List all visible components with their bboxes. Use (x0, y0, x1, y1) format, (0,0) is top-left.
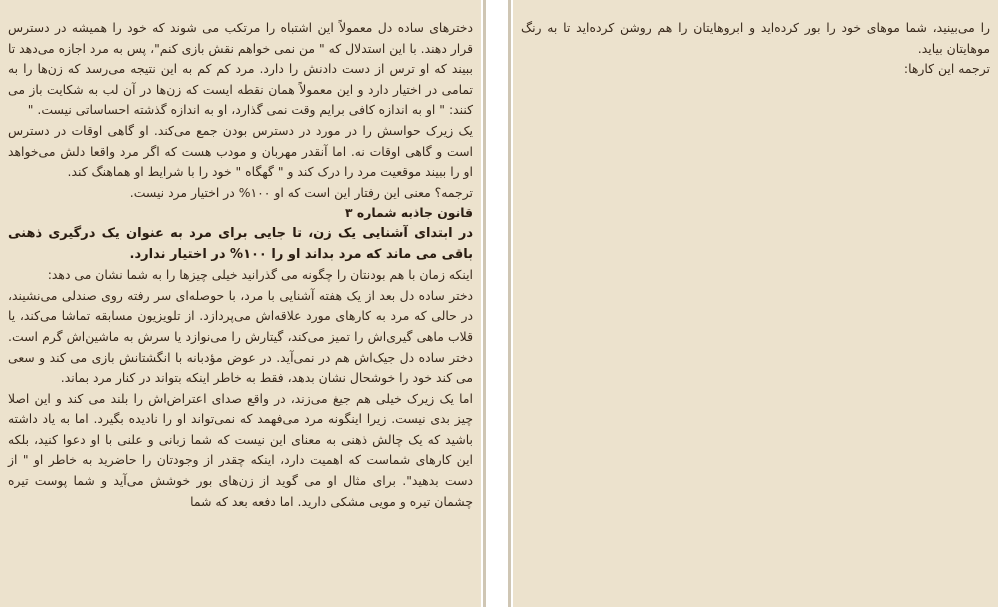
paragraph: ترجمه این کارها: (903, 61, 990, 77)
paragraph: دختر ساده دل بعد از یک هفته آشنایی با مرد، با حوصله‌ای سر رفته روی صندلی می‌نشیند، در حالی که مرد به کارهای مورد علاقه‌اش می‌پردازد. از تلویزیون مسابقه تماشا می‌کند، یا قلاب ماهی گیری‌اش را تمیز می‌کند، گیتارش را می‌نوازد یا سرش به ماشین‌اش گرم است. دختر ساده دل جیک‌اش هم در نمی‌آید. در عوض مؤدبانه با انگشتانش بازی می کند و سعی می کند خود را خوشحال نشان بدهد، فقط به خاطر اینکه بتواند در کنار مرد بماند. (8, 287, 473, 386)
paragraph: یک زیرک حواسش را در مورد در دسترس بودن جمع می‌کند. او گاهی اوقات در دسترس است و گاهی اوقات نه. اما آنقدر مهربان و مودب هست که اگر مرد واقعا دلش می‌خواهد او را ببیند موقعیت مرد را درک کند و " گهگاه " خود را با شرایط او هماهنگ کند. (8, 122, 473, 180)
page-edge-right (508, 0, 511, 607)
paragraph: ترجمه؟ معنی این رفتار این است که او ۱۰۰% در اختیار مرد نیست. (129, 184, 473, 200)
paragraph: اینکه زمان با هم بودنتان را چگونه می گذرانید خیلی چیزها را به شما نشان می دهد: (47, 267, 473, 283)
left-page-text (8, 18, 473, 512)
left-page (0, 0, 481, 607)
section-heading: قانون جاذبه شماره ۳ (345, 205, 473, 221)
paragraph: را می‌بینید، شما موهای خود را بور کرده‌اید و ابروهایتان را هم روشن کرده‌اید تا به رنگ موهایتان بیاید. (521, 20, 990, 56)
rule-statement: در ابتدای آشنایی یک زن، تا جایی برای مرد به عنوان یک درگیری ذهنی باقی می ماند که مرد بداند او را ۱۰۰% در اختیار ندارد. (8, 225, 473, 262)
paragraph: دخترهای ساده دل معمولاً این اشتباه را مرتکب می شوند که خود را همیشه در دسترس قرار دهند. با این استدلال که " من نمی خواهم نقش بازی کنم"، پس به مرد اجازه می‌دهد تا ببیند که او ترس از دست دادنش را دارد. مرد کم کم به این نتیجه می‌رسد که زن‌ها را به تمامی در اختیار دارد و این معمولاً همان نقطه ایست که زن‌ها در آن لب به شکایت باز می کنند: " او به اندازه کافی برایم وقت نمی گذارد، او به اندازه گذشته احساساتی نیست. " (8, 20, 473, 118)
right-page (513, 0, 998, 607)
paragraph: اما یک زیرک خیلی هم جیغ می‌زند، در واقع صدای اعتراض‌اش را بلند می کند و این اصلا چیز بدی نیست. زیرا اینگونه مرد می‌فهمد که نمی‌تواند او را نادیده بگیرد. اما به یاد داشته باشید که یک چالش ذهنی به معنای این نیست که شما زبانی و علنی با او دعوا کنید، بلکه این کارهای شماست که اهمیت دارد، اینکه چقدر از وجودتان را حاضرید به خاطر او " از دست بدهید". برای مثال او می گوید از زن‌های بور خوشش می‌آید و شما پوست تیره چشمان تیره و مویی مشکی دارید. اما دفعه بعد که شما (8, 390, 473, 509)
page-gutter (481, 0, 513, 607)
page-edge-left (483, 0, 486, 607)
right-page-text (521, 18, 990, 80)
